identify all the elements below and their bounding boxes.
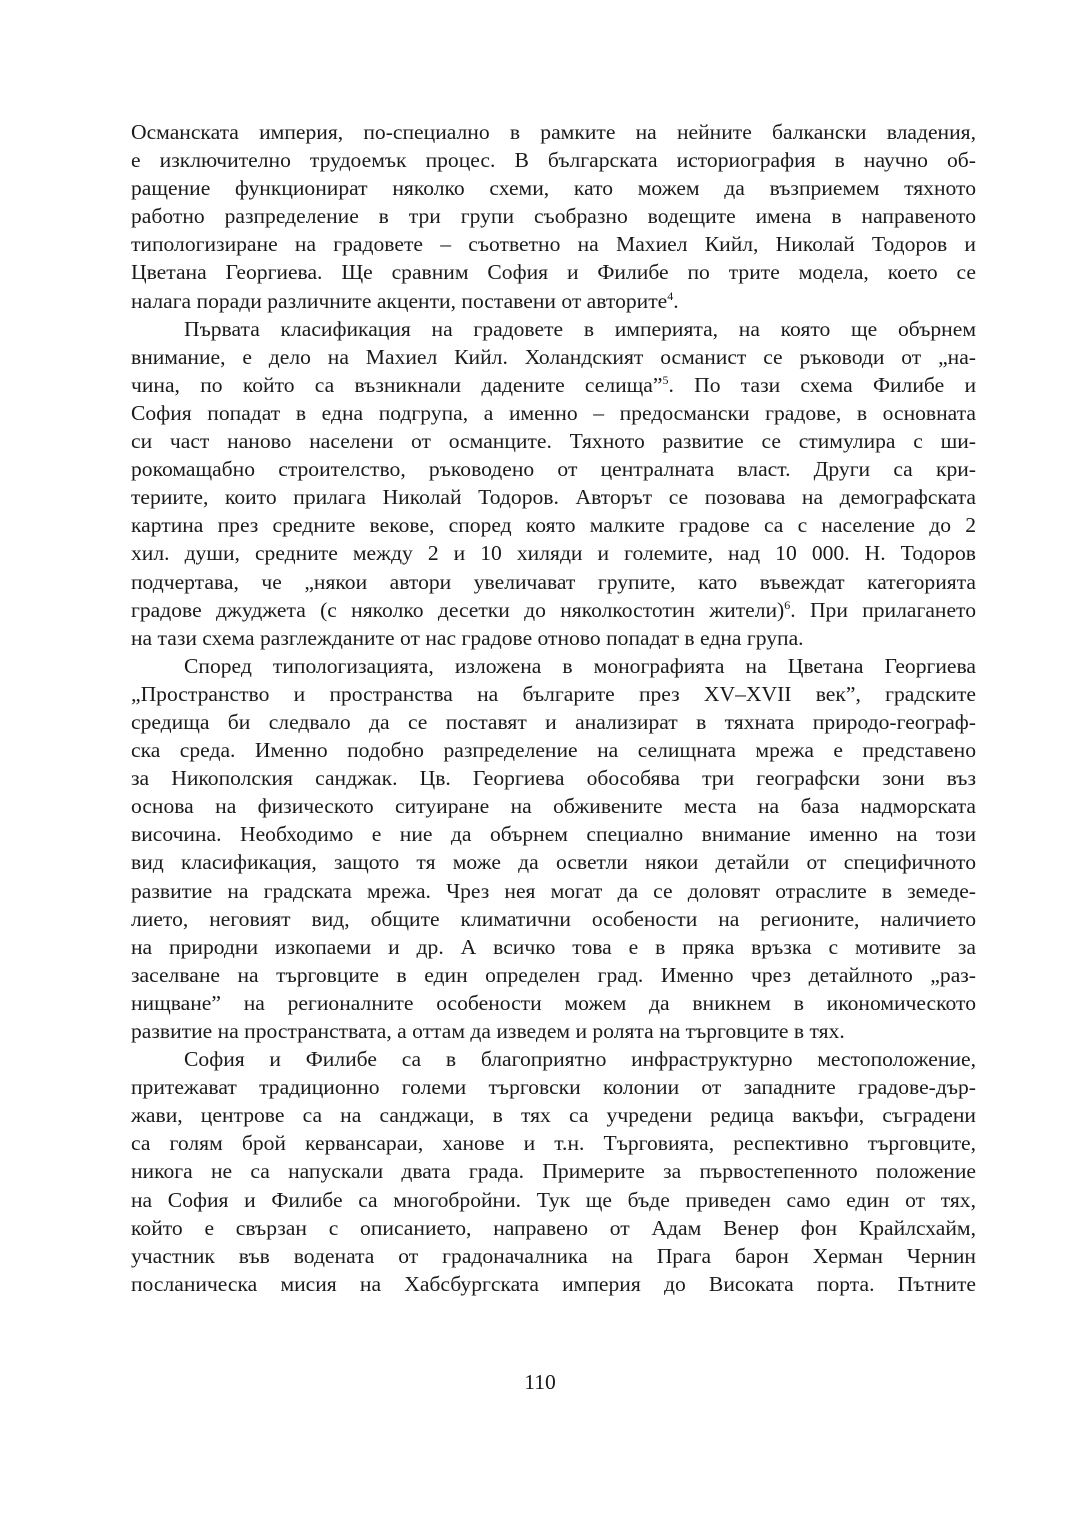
text-line: на тази схема разглежданите от нас градове отново попадат в една група. xyxy=(131,625,804,650)
paragraph-3 xyxy=(131,652,976,1045)
text-line: е изключително трудоемък процес. В българската историография в научно об- xyxy=(131,148,976,173)
text-segment: градове джуджета (с няколко десетки до няколкостотин жители) xyxy=(131,597,785,622)
text-line: основа на физическото ситуиране на обживените места на база надморската xyxy=(131,794,976,819)
text-line: Османската империя, по-специално в рамките на нейните балкански владения, xyxy=(131,120,976,144)
footnote-ref[interactable]: 5 xyxy=(662,372,669,387)
text-line: на природни изкопаеми и др. А всичко това е в пряка връзка с мотивите за xyxy=(131,934,976,959)
paragraph-1 xyxy=(131,118,976,315)
text-segment: налага поради различните акценти, поставени от авторите xyxy=(131,288,668,313)
text-line xyxy=(131,371,976,399)
text-line: лието, неговият вид, общите климатични особености на регионите, наличието xyxy=(131,906,976,931)
text-line: развитие на пространствата, а оттам да изведем и ролята на търговците в тях. xyxy=(131,1019,845,1043)
footnote-ref[interactable]: 4 xyxy=(667,288,674,303)
page-number: 110 xyxy=(524,1370,556,1394)
text-line: ска среда. Именно подобно разпределение на селищната мрежа е представено xyxy=(131,738,976,763)
text-line: на София и Филибе са многобройни. Тук ще бъде приведен само един от тях, xyxy=(131,1187,976,1212)
text-line: посланическа мисия на Хабсбургската империя до Високата порта. Пътните xyxy=(131,1271,976,1296)
text-line: който е свързан с описанието, направено от Адам Венер фон Крайлсхайм, xyxy=(131,1215,976,1240)
paragraph-2 xyxy=(131,315,976,652)
text-line: внимание, е дело на Махиел Кийл. Холандският османист се ръководи от „на- xyxy=(131,344,976,369)
text-line: никога не са напускали двата града. Примерите за първостепенното положение xyxy=(131,1159,976,1184)
text-segment: . По тази схема Филибе и xyxy=(668,372,976,397)
text-line: нищване” на регионалните особености можем да вникнем в икономическото xyxy=(131,990,976,1015)
text-line: хил. души, средните между 2 и 10 хиляди и големите, над 10 000. Н. Тодоров xyxy=(131,541,976,566)
text-line: териите, които прилага Николай Тодоров. Авторът се позовава на демографската xyxy=(131,485,976,510)
text-line: „Пространство и пространства на българите през XV–XVII век”, градските xyxy=(131,681,976,706)
text-line: София и Филибе са в благоприятно инфраструктурно местоположение, xyxy=(184,1047,976,1072)
text-line: подчертава, че „някои автори увеличават групите, като въвеждат категорията xyxy=(131,569,976,594)
text-line: са голям брой кервансараи, ханове и т.н. Търговията, респективно търговците, xyxy=(131,1131,976,1156)
text-line: София попадат в една подгрупа, а именно – предосмански градове, в основната xyxy=(131,400,976,425)
text-line: вид класификация, защото тя може да осветли някои детайли от специфичното xyxy=(131,850,976,875)
text-line: си част наново населени от османците. Тяхното развитие се стимулира с ши- xyxy=(131,429,976,454)
text-line: работно разпределение в три групи съобразно водещите имена в направеното xyxy=(131,204,976,229)
text-segment: чина, по който са възникнали дадените селища” xyxy=(131,372,663,397)
footnote-ref[interactable]: 6 xyxy=(784,597,791,612)
text-line: заселване на търговците в един определен град. Именно чрез детайлното „раз- xyxy=(131,962,976,987)
text-line: картина през средните векове, според която малките градове са с население до 2 xyxy=(131,513,976,538)
text-line: участник във водената от градоначалника на Прага барон Херман Чернин xyxy=(131,1243,976,1268)
text-line: Първата класификация на градовете в империята, на която ще обърнем xyxy=(184,316,976,341)
text-segment: . xyxy=(673,288,679,313)
text-line: рокомащабно строителство, ръководено от централната власт. Други са кри- xyxy=(131,457,976,482)
text-line: Според типологизацията, изложена в монографията на Цветана Георгиева xyxy=(184,653,976,678)
text-line: височина. Необходимо е ние да обърнем специално внимание именно на този xyxy=(131,822,976,847)
paragraph-4 xyxy=(131,1045,976,1298)
text-line xyxy=(131,287,976,315)
text-line: ращение функционират няколко схеми, като можем да възприемем тяхното xyxy=(131,176,976,201)
body-text xyxy=(131,118,976,1298)
text-line: жави, центрове са на санджаци, в тях са учредени редица вакъфи, съградени xyxy=(131,1103,976,1128)
text-line: за Никополския санджак. Цв. Георгиева обособява три географски зони въз xyxy=(131,766,976,791)
text-segment: . При прилагането xyxy=(790,597,976,622)
text-line: притежават традиционно големи търговски колонии от западните градове-дър- xyxy=(131,1075,976,1100)
text-line xyxy=(131,596,976,624)
text-line: типологизиране на градовете – съответно на Махиел Кийл, Николай Тодоров и xyxy=(131,232,976,257)
text-line: средища би следвало да се поставят и анализират в тяхната природо-географ- xyxy=(131,709,976,734)
text-line: развитие на градската мрежа. Чрез нея могат да се доловят отраслите в земеде- xyxy=(131,878,976,903)
text-line: Цветана Георгиева. Ще сравним София и Филибе по трите модела, което се xyxy=(131,260,976,285)
